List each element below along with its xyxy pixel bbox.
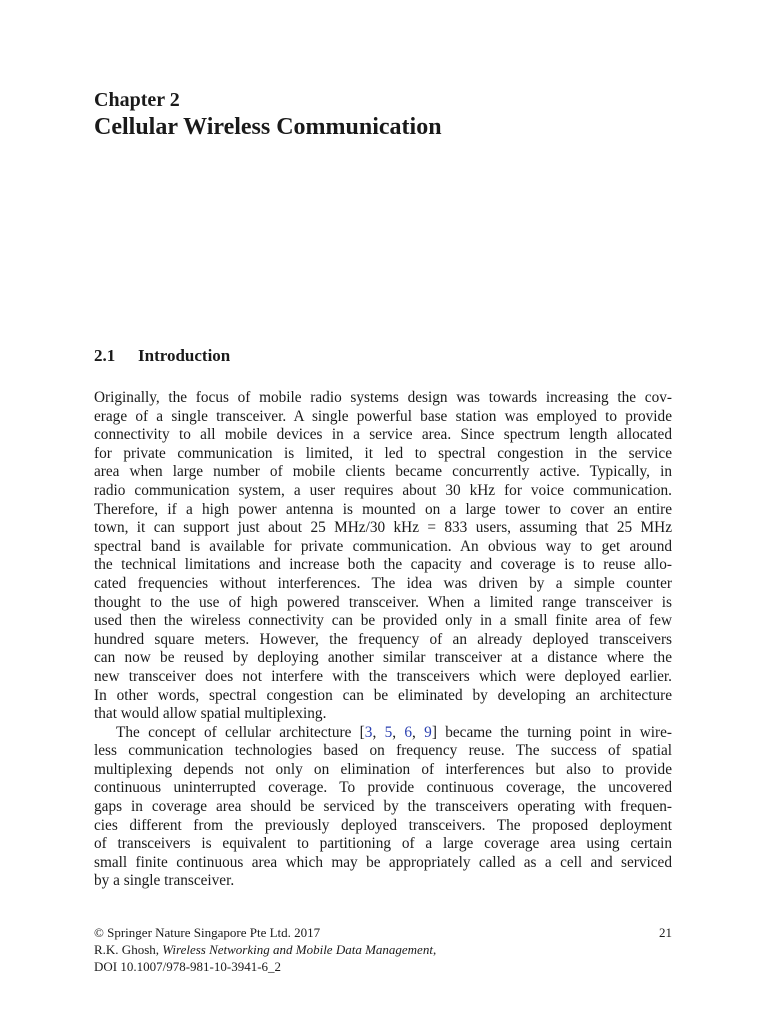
doi-reference: DOI 10.1007/978-981-10-3941-6_2 xyxy=(94,959,282,974)
paragraph-2-line: by a single transceiver. xyxy=(94,872,235,890)
section-title: Introduction xyxy=(138,346,231,365)
citation-link[interactable]: 9 xyxy=(424,723,432,741)
section-heading xyxy=(94,345,230,367)
paragraph-1-line: connectivity to all mobile devices in a service area. Since spectrum length allocated xyxy=(94,426,672,444)
section-number: 2.1 xyxy=(94,346,116,365)
paragraph-2-line: small finite continuous area which may be appropriately called as a cell and serviced xyxy=(94,853,672,871)
paragraph-1-line: hundred square meters. However, the frequency of an already deployed transceivers xyxy=(94,630,672,648)
paragraph-2-line: less communication technologies based on frequency reuse. The success of spatial xyxy=(94,742,672,760)
paragraph-1-line: radio communication system, a user requires about 30 kHz for voice communication. xyxy=(94,481,672,499)
author-name: R.K. Ghosh, xyxy=(94,942,163,957)
paragraph-2-line: cies different from the previously deployed transceivers. The proposed deployment xyxy=(94,816,672,834)
paragraph-1-line: thought to the use of high powered transceiver. When a limited range transceiver is xyxy=(94,593,672,611)
text-run: , xyxy=(412,723,425,741)
paragraph-2-line: gaps in coverage area should be serviced by the transceivers operating with frequen- xyxy=(94,798,672,816)
body-text xyxy=(94,389,672,891)
text-run: The concept of cellular architecture [ xyxy=(116,723,365,741)
paragraph-1-line: new transceiver does not interfere with the transceivers which were deployed earlier. xyxy=(94,667,672,685)
paragraph-1-line: cated frequencies without interferences. The idea was driven by a simple counter xyxy=(94,574,672,592)
citation-link[interactable]: 3 xyxy=(364,723,373,741)
page-number: 21 xyxy=(659,925,672,940)
paragraph-1-line: that would allow spatial multiplexing. xyxy=(94,705,327,723)
paragraph-1-line: spectral band is available for private communication. An obvious way to get around xyxy=(94,537,672,555)
paragraph-1-line: In other words, spectral congestion can be eliminated by developing an architecture xyxy=(94,686,672,704)
paragraph-1-line: used then the wireless connectivity can be provided only in a small finite area of few xyxy=(94,612,672,630)
text-run: , xyxy=(372,723,385,741)
paragraph-1-line: Originally, the focus of mobile radio systems design was towards increasing the cov- xyxy=(94,389,672,406)
paragraph-2-line: multiplexing depends not only on elimination of interferences but also to provide xyxy=(94,760,672,778)
author-suffix: , xyxy=(432,942,437,957)
paragraph-2-first-line xyxy=(94,724,672,743)
chapter-title: Cellular Wireless Communication xyxy=(94,114,442,140)
citation-link[interactable]: 6 xyxy=(404,723,413,741)
paragraph-1-line: can now be reused by deploying another similar transceiver at a distance where the xyxy=(94,649,672,667)
citation-link[interactable]: 5 xyxy=(384,723,393,741)
paragraph-2-line: of transceivers is equivalent to partitioning of a large coverage area using certain xyxy=(94,835,672,853)
paragraph-1-line: Therefore, if a high power antenna is mounted on a large tower to cover an entire xyxy=(94,500,672,518)
chapter-label: Chapter 2 xyxy=(94,89,180,111)
book-reference xyxy=(94,941,436,958)
paragraph-1-line: erage of a single transceiver. A single powerful base station was employed to provide xyxy=(94,407,672,425)
footer-citation xyxy=(94,924,436,975)
text-run: , xyxy=(392,723,405,741)
paragraph-1-line: the technical limitations and increase both the capacity and coverage is to reuse allo- xyxy=(94,556,672,574)
text-run: ] became the turning point in wire- xyxy=(431,723,672,741)
paragraph-1-line: area when large number of mobile clients became concurrently active. Typically, in xyxy=(94,463,672,481)
book-title: Wireless Networking and Mobile Data Management xyxy=(162,942,433,957)
copyright-notice: © Springer Nature Singapore Pte Ltd. 2017 xyxy=(94,925,321,940)
paragraph-2-line: continuous uninterrupted coverage. To provide continuous coverage, the uncovered xyxy=(94,779,672,797)
paragraph-1-line: town, it can support just about 25 MHz/30 kHz = 833 users, assuming that 25 MHz xyxy=(94,519,672,537)
paragraph-1-line: for private communication is limited, it led to spectral congestion in the service xyxy=(94,444,672,462)
